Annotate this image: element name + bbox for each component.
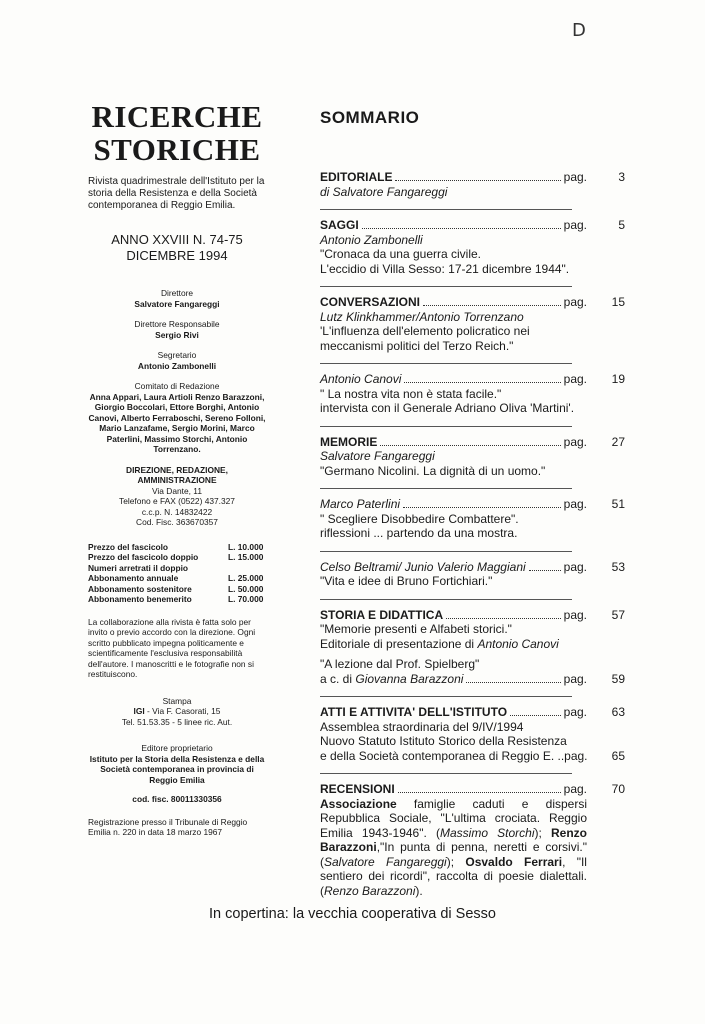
entry-author: Salvatore Fangareggi: [320, 449, 435, 463]
address-title: DIREZIONE, REDAZIONE, AMMINISTRAZIONE: [126, 464, 228, 485]
address-phone: Telefono e FAX (0522) 437.327: [119, 496, 235, 506]
divider: [320, 209, 572, 210]
address-tax-code: Cod. Fisc. 363670357: [136, 517, 218, 527]
journal-title-line1: RICERCHE: [91, 99, 263, 134]
entry-text: " La nostra vita non è stata facile.": [320, 386, 502, 401]
printer-address: - Via F. Casorati, 15: [144, 706, 221, 716]
journal-title: [88, 100, 266, 166]
price-row: Abbonamento benemerito L. 70.000: [88, 594, 264, 604]
publisher-info: [88, 743, 266, 805]
entry-text: a c. di Giovanna Barazzoni: [320, 671, 464, 686]
entry-text: Editoriale di presentazione di Antonio Canovi: [320, 636, 559, 651]
masthead-column: [88, 100, 266, 838]
divider: [320, 551, 572, 552]
printer-name: IGI: [133, 706, 145, 716]
toc-entry-conversazioni: CONVERSAZIONI pag. 15 Lutz Klinkhammer/Antonio Torrenzano 'L'influenza dell'elemento policratico nei meccanismi politici del Terzo Reich.": [320, 295, 625, 353]
secretary-role: Segretario: [157, 350, 197, 360]
page-number: 63: [611, 705, 625, 719]
divider: [320, 696, 572, 697]
director-role: Direttore: [160, 288, 194, 298]
page-number: 57: [611, 607, 625, 622]
entry-text: "A lezione dal Prof. Spielberg": [320, 657, 480, 671]
price-list: [88, 542, 266, 605]
secretary-name: Antonio Zambonelli: [137, 360, 217, 371]
divider: [320, 773, 572, 774]
page-number: 3: [618, 170, 625, 184]
divider: [320, 286, 572, 287]
responsible-director-role: Direttore Responsabile: [134, 319, 220, 329]
price-row: Prezzo del fascicolo L. 10.000: [88, 541, 264, 552]
entry-text: Nuovo Statuto Istituto Storico della Resistenza: [320, 734, 567, 748]
journal-description: Rivista quadrimestrale dell'Istituto per la storia della Resistenza e della Società contemporanea di Reggio Emilia.: [88, 176, 265, 211]
publisher-tax-code: cod. fisc. 80011330356: [132, 794, 222, 804]
publisher-name: Istituto per la Storia della Resistenza e della Società contemporanea in provincia di Reggio Emilia: [89, 753, 265, 785]
entry-text: Assemblea straordinaria del 9/IV/1994: [320, 719, 524, 734]
printer-info: [88, 696, 266, 728]
price-row: Abbonamento sostenitore L. 50.000: [88, 583, 264, 594]
section-title: ATTI E ATTIVITA' DELL'ISTITUTO: [320, 705, 508, 719]
page-number: 15: [611, 295, 625, 309]
issue-info: [88, 232, 266, 264]
entry-text: 'L'influenza dell'elemento policratico nei: [320, 324, 530, 338]
journal-title-line2: STORICHE: [93, 132, 261, 167]
page-number: 19: [611, 372, 625, 386]
entry-text: e della Società contemporanea di Reggio E. ..: [320, 748, 565, 763]
section-title: RECENSIONI: [320, 782, 395, 796]
entry-text: "Vita e idee di Bruno Fortichiari.": [320, 574, 493, 588]
collaboration-note: La collaborazione alla rivista è fatta solo per invito o previo accordo con la direzione. Ogni scritto pubblicato impegna politicamente e scientificamente l'esclusiva responsabilità dell'autore. I manoscritti e le fotografie non si restituiscono.: [88, 616, 256, 679]
toc-entry-editoriale: EDITORIALE pag. 3 di Salvatore Fangareggi: [320, 170, 625, 199]
entry-author: di Salvatore Fangareggi: [320, 184, 448, 199]
entry-text: "Memorie presenti e Alfabeti storici.": [320, 622, 512, 636]
entry-text: meccanismi politici del Terzo Reich.": [320, 338, 514, 353]
editorial-committee-names: Anna Appari, Laura Artioli Renzo Barazzoni, Giorgio Boccolari, Ettore Borghi, Antonio Canovi, Alberto Ferraboschi, Sereno Folloni, Mario Lanzafame, Sergio Morini, Marco Paterlini, Massimo Storchi, Antonio Torrenzano.: [88, 391, 266, 454]
entry-text: "Germano Nicolini. La dignità di un uomo.": [320, 463, 546, 478]
address-street: Via Dante, 11: [152, 485, 202, 496]
reviews-text: Associazione famiglie caduti e dispersi Repubblica Sociale, "L'ultima crociata. Reggio Emilia 1943-1946". (Massimo Storchi); Renzo Barazzoni,"In punta di penna, neretti e corsivi." (Salvatore Fangareggi); Osvaldo Ferrari, "Il sentiero dei ricordi", raccolta di poesie dialettali. (Renzo Barazzoni).: [320, 796, 587, 898]
entry-author: Lutz Klinkhammer/Antonio Torrenzano: [320, 309, 524, 324]
editorial-committee-role: Comitato di Redazione: [134, 381, 220, 391]
price-row: Prezzo del fascicolo doppio L. 15.000: [88, 552, 264, 562]
divider: [320, 599, 572, 600]
toc-entry-storia-didattica: STORIA E DIDATTICA pag. 57 "Memorie presenti e Alfabeti storici." Editoriale di presentazione di Antonio Canovi "A lezione dal Prof. Spielberg" a c. di Giovanna Barazzoni pag. 59: [320, 607, 625, 686]
corner-handwritten-mark: D: [572, 20, 586, 41]
page-number: 53: [611, 559, 625, 574]
section-title: MEMORIE: [320, 434, 378, 449]
page-number: 59: [611, 671, 625, 686]
printer-title: Stampa: [162, 695, 192, 706]
summary-heading: SOMMARIO: [320, 108, 420, 127]
printer-phone: Tel. 51.53.35 - 5 linee ric. Aut.: [121, 716, 233, 727]
page-number: 27: [611, 434, 625, 449]
toc-entry-paterlini: Marco Paterlini pag. 51 " Scegliere Disobbedire Combattere". riflessioni ... partendo da una mostra.: [320, 497, 625, 540]
staff-list: [88, 288, 266, 528]
toc-entry-atti: ATTI E ATTIVITA' DELL'ISTITUTO pag. 63 Assemblea straordinaria del 9/IV/1994 Nuovo Statuto Istituto Storico della Resistenza e della Società contemporanea di Reggio E. .. pag. 65: [320, 705, 625, 763]
page-number: 5: [618, 218, 625, 232]
table-of-contents: [320, 170, 625, 898]
director-name: Salvatore Fangareggi: [134, 298, 220, 309]
entry-text: intervista con il Generale Adriano Oliva 'Martini'.: [320, 401, 575, 415]
divider: [320, 426, 572, 427]
toc-entry-recensioni: RECENSIONI pag. 70 Associazione famiglie caduti e dispersi Repubblica Sociale, "L'ultima crociata. Reggio Emilia 1943-1946". (Massimo Storchi); Renzo Barazzoni,"In punta di penna, neretti e corsivi." (Salvatore Fangareggi); Osvaldo Ferrari, "Il sentiero dei ricordi", raccolta di poesie dialettali. (Renzo Barazzoni).: [320, 782, 625, 898]
entry-text: riflessioni ... partendo da una mostra.: [320, 526, 518, 540]
divider: [320, 488, 572, 489]
address-ccp: c.c.p. N. 14832422: [141, 506, 213, 517]
section-title: STORIA E DIDATTICA: [320, 607, 444, 622]
price-row: Numeri arretrati il doppio: [88, 562, 189, 573]
section-title: SAGGI: [320, 218, 359, 232]
page-number: 65: [611, 748, 625, 763]
entry-text: L'eccidio di Villa Sesso: 17-21 dicembre 1944".: [320, 261, 570, 276]
page-number: 70: [611, 782, 625, 796]
publisher-title: Editore proprietario: [141, 743, 213, 753]
toc-entry-memorie: MEMORIE pag. 27 Salvatore Fangareggi "Germano Nicolini. La dignità di un uomo.": [320, 434, 625, 478]
entry-text: "Cronaca da una guerra civile.: [320, 247, 482, 261]
entry-text: " Scegliere Disobbedire Combattere".: [320, 511, 519, 526]
section-title: CONVERSAZIONI: [320, 295, 421, 309]
price-row: Abbonamento annuale L. 25.000: [88, 573, 264, 583]
registration-note: Registrazione presso il Tribunale di Reggio Emilia n. 220 in data 18 marzo 1967: [88, 816, 248, 837]
toc-entry-saggi: SAGGI pag. 5 Antonio Zambonelli "Cronaca da una guerra civile. L'eccidio di Villa Sesso: 17-21 dicembre 1944".: [320, 218, 625, 276]
responsible-director-name: Sergio Rivi: [155, 329, 199, 340]
toc-entry-canovi: Antonio Canovi pag. 19 " La nostra vita non è stata facile." intervista con il Generale Adriano Oliva 'Martini'.: [320, 372, 625, 415]
toc-entry-beltrami: Celso Beltrami/ Junio Valerio Maggiani pag. 53 "Vita e idee di Bruno Fortichiari.": [320, 559, 625, 588]
entry-author: Celso Beltrami/ Junio Valerio Maggiani: [320, 559, 526, 574]
page-number: 51: [611, 497, 625, 511]
entry-author: Antonio Zambonelli: [320, 232, 423, 247]
section-title: EDITORIALE: [320, 170, 393, 184]
entry-author: Marco Paterlini: [320, 497, 401, 511]
issue-date: DICEMBRE 1994: [126, 248, 228, 263]
issue-year-number: ANNO XXVIII N. 74-75: [111, 232, 243, 247]
divider: [320, 363, 572, 364]
cover-caption: In copertina: la vecchia cooperativa di Sesso: [209, 906, 496, 922]
entry-author: Antonio Canovi: [320, 372, 402, 386]
